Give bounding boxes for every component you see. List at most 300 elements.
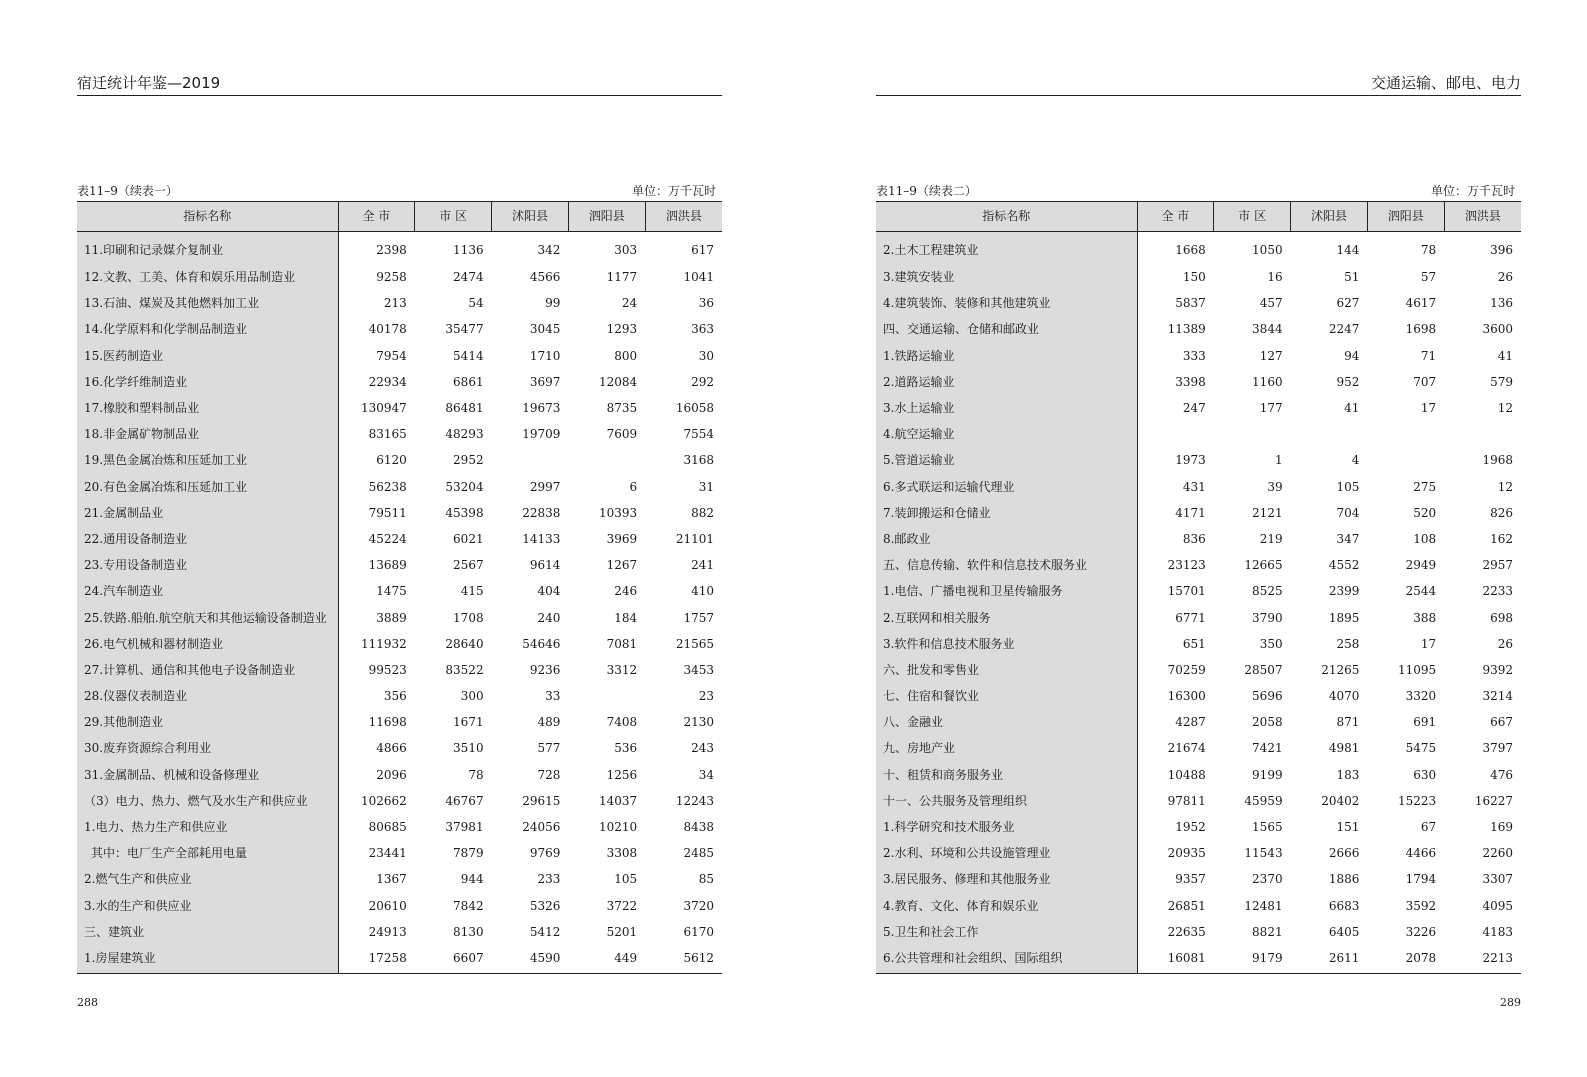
table-row [77,474,722,500]
table-row [77,919,722,945]
table-cell: 177 [1259,401,1283,416]
table-cell: 41 [1344,401,1360,416]
row-label: 四、交通运输、仓储和邮政业 [876,316,1137,342]
table-cell: 457 [1259,296,1283,311]
table-cell: 33 [545,689,561,704]
table-cell: 5612 [645,945,722,974]
row-label: （3）电力、热力、燃气及水生产和供应业 [77,788,338,814]
table-cell: 2949 [1405,558,1437,573]
table-cell: 5696 [1252,689,1283,704]
table-cell: 1267 [606,558,638,573]
table-cell: 333 [1182,348,1206,363]
table-cell: 11095 [1398,662,1437,677]
table-cell: 40178 [368,322,407,337]
table-cell: 2957 [1482,558,1513,573]
table-cell: 16058 [675,401,714,416]
data-table-left [77,201,722,974]
row-label: 3.建筑安装业 [876,264,1137,290]
table-cell: 617 [691,243,714,257]
table-cell: 3697 [529,374,561,389]
table-cell: 22838 [522,505,561,520]
table-row [876,631,1521,657]
table-row [77,290,722,316]
table-cell: 1671 [453,715,484,730]
table-cell: 1475 [376,584,407,599]
table-cell: 704 [1336,505,1360,520]
table-cell: 8525 [1252,584,1283,599]
row-label: 16.化学纤维制造业 [77,369,338,395]
table-cell: 826 [1490,505,1513,520]
table-cell: 105 [614,872,638,887]
table-cell: 34 [698,767,714,782]
table-cell: 3722 [606,898,638,913]
row-label: 14.化学原料和化学制品制造业 [77,316,338,342]
table-row [77,232,722,265]
table-cell: 577 [537,741,561,756]
table-cell: 4 [1351,453,1360,468]
table-row [876,735,1521,761]
table-cell: 356 [383,689,407,704]
table-cell: 2398 [376,243,407,257]
table-cell: 303 [614,243,638,257]
table-cell: 431 [1182,479,1206,494]
row-label: 3.水的生产和供应业 [77,893,338,919]
row-label: 九、房地产业 [876,735,1137,761]
table-row [876,893,1521,919]
table-cell: 12 [1497,479,1513,494]
table-cell: 247 [1182,401,1206,416]
table-cell: 1367 [376,872,407,887]
row-label: 1.电信、广播电视和卫星传输服务 [876,578,1137,604]
table-cell: 2399 [1328,584,1360,599]
table-cell: 78 [1420,243,1437,257]
table-cell: 536 [614,741,638,756]
table-cell: 23123 [1167,558,1206,573]
table-cell: 1794 [1405,872,1437,887]
table-cell: 415 [460,584,484,599]
table-cell: 26 [1497,636,1513,651]
row-label: 8.邮政业 [876,526,1137,552]
table-cell: 86481 [445,401,484,416]
table-cell: 21265 [1321,662,1360,677]
table-cell: 2078 [1367,945,1444,974]
table-cell: 151 [1336,820,1360,835]
row-label: 24.汽车制造业 [77,578,338,604]
table-cell: 29615 [522,793,561,808]
table-row [77,578,722,604]
table-cell: 28507 [1244,662,1283,677]
row-label: 1.房屋建筑业 [77,945,338,974]
table-cell: 37981 [445,820,484,835]
table-cell: 9199 [1252,767,1283,782]
table-cell: 3889 [376,610,407,625]
table-row [77,735,722,761]
table-cell: 1952 [1175,820,1206,835]
table-row [876,232,1521,265]
table-row [876,788,1521,814]
table-cell: 1177 [606,270,638,285]
table-cell: 1968 [1482,453,1513,468]
table-row [876,709,1521,735]
table-cell: 520 [1413,505,1437,520]
row-label: 27.计算机、通信和其他电子设备制造业 [77,657,338,683]
table-cell: 7554 [683,427,714,442]
table-cell: 12481 [1244,898,1283,913]
table-row [876,526,1521,552]
table-row [77,552,722,578]
table-cell: 2567 [453,558,484,573]
table-cell: 2213 [1444,945,1521,974]
table-cell: 489 [537,715,561,730]
table-cell: 651 [1182,636,1206,651]
table-cell: 1973 [1175,453,1206,468]
table-cell: 97811 [1167,793,1206,808]
row-label: 25.铁路.船舶.航空航天和其他运输设备制造业 [77,604,338,630]
column-header: 全 市 [338,202,415,232]
table-cell: 9236 [529,662,561,677]
table-cell: 7421 [1252,741,1283,756]
page-number-left: 288 [77,996,98,1009]
table-cell: 410 [691,584,714,599]
table-cell: 347 [1336,531,1360,546]
table-row [876,657,1521,683]
table-header-row [77,202,722,232]
table-cell: 105 [1336,479,1360,494]
column-header: 泗洪县 [645,202,722,232]
table-row [876,814,1521,840]
table-cell: 4552 [1328,558,1360,573]
table-cell: 3969 [606,531,638,546]
right-page [876,0,1521,1077]
table-row [77,264,722,290]
table-cell: 16227 [1474,793,1513,808]
table-cell: 17258 [338,945,415,974]
table-cell: 12 [1497,401,1513,416]
table-cell: 9614 [529,558,561,573]
column-header: 泗阳县 [1367,202,1444,232]
table-cell: 2370 [1252,872,1283,887]
table-cell: 14133 [522,531,561,546]
table-row [77,866,722,892]
table-cell: 6405 [1328,924,1360,939]
table-cell: 404 [537,584,561,599]
table-cell: 1293 [606,322,638,337]
row-label: 3.软件和信息技术服务业 [876,631,1137,657]
data-table-right [876,201,1521,974]
row-label: 7.装卸搬运和仓储业 [876,500,1137,526]
running-head-left: 宿迁统计年鉴—2019 [77,73,722,96]
table-cell [1214,421,1291,447]
table-cell: 21674 [1167,741,1206,756]
table-cell: 5837 [1175,296,1206,311]
table-header-row [876,202,1521,232]
row-label: 1.电力、热力生产和供应业 [77,814,338,840]
table-cell: 579 [1490,374,1513,389]
table-cell: 15701 [1167,584,1206,599]
table-cell: 4866 [376,741,407,756]
table-row [876,395,1521,421]
table-cell: 3226 [1405,924,1437,939]
table-cell: 16 [1267,270,1283,285]
table-cell: 28640 [445,636,484,651]
column-header-name: 指标名称 [876,202,1137,232]
table-row [876,290,1521,316]
row-label: 21.金属制品业 [77,500,338,526]
table-cell: 7408 [606,715,638,730]
table-row [876,578,1521,604]
table-cell: 144 [1336,243,1360,257]
column-header: 市 区 [1214,202,1291,232]
table-cell: 4981 [1328,741,1360,756]
table-cell: 56238 [368,479,407,494]
table-cell: 8821 [1252,924,1283,939]
table-cell: 3600 [1482,322,1513,337]
table-row [876,343,1521,369]
table-cell: 108 [1413,531,1437,546]
row-label: 6.多式联运和运输代理业 [876,474,1137,500]
table-cell: 10488 [1167,767,1206,782]
table-cell: 150 [1182,270,1206,285]
table-cell: 5326 [529,898,561,913]
table-cell: 13689 [368,558,407,573]
table-cell: 4617 [1405,296,1437,311]
table-cell: 20610 [368,898,407,913]
table-cell: 4171 [1175,505,1206,520]
table-cell: 300 [460,689,484,704]
row-label: 22.通用设备制造业 [77,526,338,552]
row-label: 十一、公共服务及管理组织 [876,788,1137,814]
table-row [77,500,722,526]
table-cell: 162 [1490,531,1513,546]
table-row [876,840,1521,866]
table-cell: 2666 [1328,846,1360,861]
table-cell: 127 [1259,348,1283,363]
table-cell: 19709 [522,427,561,442]
running-head-right: 交通运输、邮电、电力 [876,73,1521,96]
table-cell: 11389 [1167,322,1206,337]
table-cell: 4287 [1175,715,1206,730]
table-row [77,893,722,919]
table-cell: 5414 [453,348,484,363]
table-cell: 12665 [1244,558,1283,573]
row-label: 6.公共管理和社会组织、国际组织 [876,945,1137,974]
table-cell: 707 [1413,374,1437,389]
table-cell: 51 [1344,270,1360,285]
table-cell: 275 [1413,479,1437,494]
table-row [876,264,1521,290]
table-row [77,395,722,421]
table-cell: 3453 [683,662,714,677]
page-number-right: 289 [1500,996,1521,1009]
table-cell [1444,421,1521,447]
table-row [77,604,722,630]
table-row [77,709,722,735]
table-cell [1137,421,1214,447]
table-cell: 1886 [1328,872,1360,887]
table-cell: 6861 [453,374,484,389]
column-header: 泗洪县 [1444,202,1521,232]
table-cell: 5201 [606,924,638,939]
table-row [77,945,722,974]
table-cell: 4466 [1405,846,1437,861]
table-cell: 70259 [1167,662,1206,677]
table-cell: 9179 [1214,945,1291,974]
table-cell [492,447,569,473]
table-cell: 1050 [1252,243,1283,257]
row-label: 2.燃气生产和供应业 [77,866,338,892]
table-cell: 213 [383,296,407,311]
table-label: 表11–9（续表二） [876,184,977,198]
table-cell: 2485 [683,846,714,861]
column-header: 沭阳县 [492,202,569,232]
unit-label: 单位：万千瓦时 [1430,184,1515,198]
table-cell: 4590 [492,945,569,974]
table-row [876,369,1521,395]
table-cell: 78 [468,767,484,782]
table-row [876,474,1521,500]
table-cell: 219 [1259,531,1283,546]
table-row [876,919,1521,945]
table-cell [1367,421,1444,447]
table-cell: 9769 [529,846,561,861]
table-cell: 258 [1336,636,1360,651]
row-label: 5.管道运输业 [876,447,1137,473]
table-cell: 7842 [453,898,484,913]
table-cell: 3312 [606,662,638,677]
table-cell: 2058 [1252,715,1283,730]
table-label: 表11–9（续表一） [77,184,178,198]
table-cell: 3320 [1405,689,1437,704]
unit-label: 单位：万千瓦时 [631,184,716,198]
table-cell: 45959 [1244,793,1283,808]
table-cell: 1895 [1328,610,1360,625]
table-cell: 130947 [360,401,407,416]
table-cell: 7609 [606,427,638,442]
table-cell: 388 [1413,610,1437,625]
table-cell: 363 [691,322,714,337]
row-label: 2.道路运输业 [876,369,1137,395]
table-cell: 243 [691,741,714,756]
table-cell: 17 [1420,401,1437,416]
table-cell: 7081 [606,636,638,651]
table-cell: 23 [698,689,714,704]
table-row [77,343,722,369]
row-label: 11.印刷和记录媒介复制业 [77,232,338,265]
table-caption-left [77,183,722,199]
table-cell: 8438 [683,820,714,835]
table-cell: 882 [691,505,714,520]
table-cell: 67 [1420,820,1437,835]
row-label: 其中：电厂生产全部耗用电量 [77,840,338,866]
table-cell: 2952 [453,453,484,468]
table-cell [1367,447,1444,473]
table-cell: 3398 [1175,374,1206,389]
table-cell: 6 [629,479,638,494]
table-cell: 1136 [453,243,484,257]
table-cell: 16300 [1167,689,1206,704]
table-cell: 53204 [445,479,484,494]
row-label: 4.建筑装饰、装修和其他建筑业 [876,290,1137,316]
row-label: 18.非金属矿物制品业 [77,421,338,447]
column-header: 市 区 [415,202,492,232]
table-cell: 342 [537,243,561,257]
row-label: 3.居民服务、修理和其他服务业 [876,866,1137,892]
table-cell: 5412 [529,924,561,939]
table-cell: 2247 [1328,322,1360,337]
table-cell: 1160 [1252,374,1283,389]
row-label: 17.橡胶和塑料制品业 [77,395,338,421]
table-cell: 1565 [1252,820,1283,835]
row-label: 八、金融业 [876,709,1137,735]
row-label: 30.废弃资源综合利用业 [77,735,338,761]
table-cell: 9392 [1482,662,1513,677]
table-cell: 3168 [683,453,714,468]
table-cell: 80685 [368,820,407,835]
row-label: 五、信息传输、软件和信息技术服务业 [876,552,1137,578]
table-cell: 2096 [376,767,407,782]
table-row [77,657,722,683]
table-cell: 3797 [1482,741,1513,756]
table-cell: 2611 [1291,945,1368,974]
table-cell: 94 [1344,348,1360,363]
table-cell: 111932 [360,636,407,651]
table-cell: 20935 [1167,846,1206,861]
row-label: 13.石油、煤炭及其他燃料加工业 [77,290,338,316]
table-cell: 11543 [1244,846,1283,861]
table-cell: 4183 [1482,924,1513,939]
table-cell: 31 [698,479,714,494]
table-cell: 233 [537,872,561,887]
row-label: 29.其他制造业 [77,709,338,735]
table-cell: 24056 [522,820,561,835]
table-cell: 952 [1336,374,1360,389]
table-cell: 57 [1420,270,1437,285]
table-row [77,421,722,447]
table-cell: 11698 [368,715,407,730]
table-cell: 24913 [368,924,407,939]
table-row [77,683,722,709]
table-cell: 449 [568,945,645,974]
table-cell: 12084 [599,374,638,389]
row-label: 2.土木工程建筑业 [876,232,1137,265]
table-cell: 16081 [1137,945,1214,974]
table-cell: 246 [614,584,638,599]
table-cell: 3214 [1482,689,1513,704]
table-cell: 12243 [675,793,714,808]
row-label: 31.金属制品、机械和设备修理业 [77,762,338,788]
table-cell: 54 [468,296,484,311]
table-cell: 5475 [1405,741,1437,756]
row-label: 1.科学研究和技术服务业 [876,814,1137,840]
table-cell: 99 [545,296,561,311]
table-cell: 20402 [1321,793,1360,808]
table-cell: 396 [1490,243,1513,257]
table-cell: 6607 [415,945,492,974]
table-row [876,945,1521,974]
table-cell: 9357 [1175,872,1206,887]
row-label: 12.文教、工美、体育和娱乐用品制造业 [77,264,338,290]
row-label: 2.水利、环境和公共设施管理业 [876,840,1137,866]
table-cell: 71 [1420,348,1437,363]
table-cell: 19673 [522,401,561,416]
table-cell: 45398 [445,505,484,520]
left-page [77,0,722,1077]
table-cell: 9258 [376,270,407,285]
table-cell: 6771 [1175,610,1206,625]
row-label: 六、批发和零售业 [876,657,1137,683]
row-label: 28.仪器仪表制造业 [77,683,338,709]
table-row [77,526,722,552]
